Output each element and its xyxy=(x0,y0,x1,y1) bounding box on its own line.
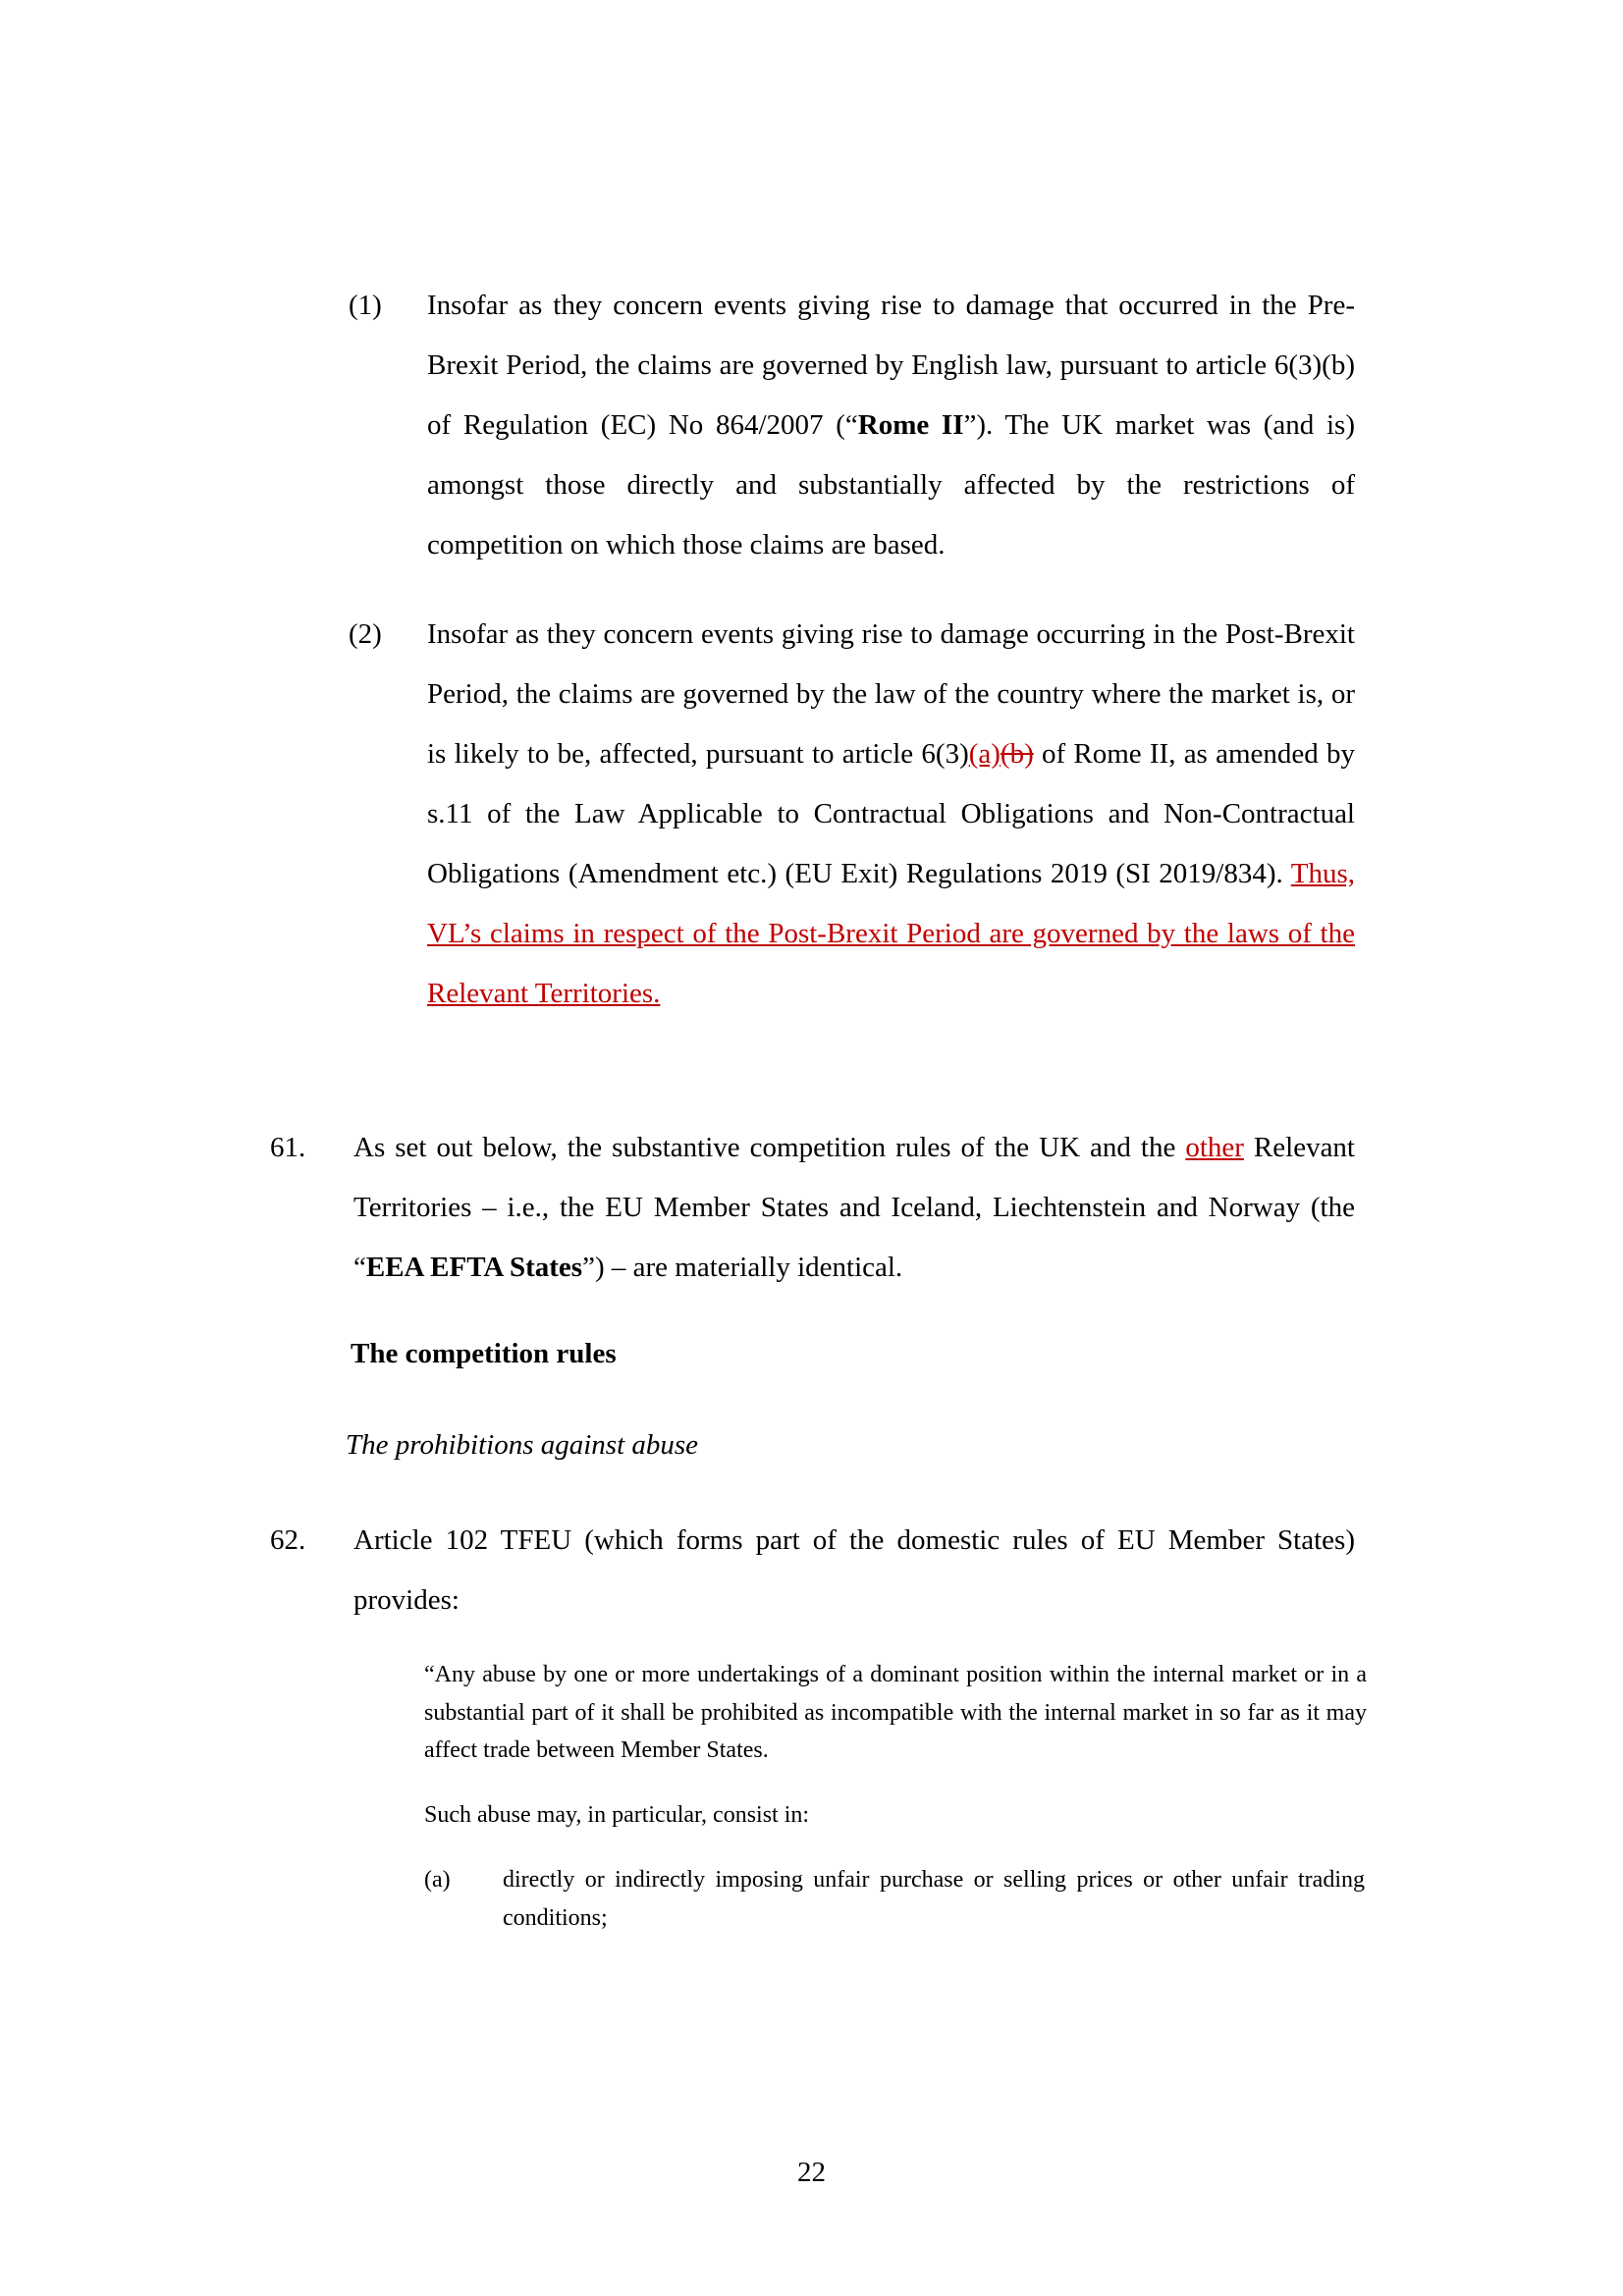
text-run: ”) – are materially identical. xyxy=(582,1252,903,1283)
tracked-insertion: (a) xyxy=(968,738,1001,770)
sub-paragraph-1 xyxy=(349,276,1355,575)
list-marker-1: (1) xyxy=(349,290,382,321)
statute-quote-item-a-text: directly or indirectly imposing unfair purchase or selling prices or other unfair trading conditions; xyxy=(503,1867,1365,1931)
paragraph-62-text xyxy=(353,1511,1355,1630)
text-run: ”). The UK market was (and is) amongst those directly and substantially affected by the restrictions of competition on which those claims are based. xyxy=(427,409,1355,561)
paragraph-61-number: 61. xyxy=(270,1132,306,1163)
statute-quote-item-a xyxy=(424,1861,1367,1937)
text-run: of Rome II, as amended by s.11 of the Law Applicable to Contractual Obligations and Non-Contractual Obligations (Amendment etc.) (EU Exit) Regulations 2019 (SI 2019/834). xyxy=(427,738,1355,889)
text-run: EEA EFTA States xyxy=(365,1252,583,1283)
tracked-deletion: (b) xyxy=(1000,738,1034,770)
text-run: Article 102 TFEU (which forms part of the domestic rules of EU Member States) provides: xyxy=(353,1524,1355,1616)
statute-quote-item-a-marker: (a) xyxy=(424,1867,451,1893)
text-run: Insofar as they concern events giving rise to damage that occurred in the Pre-Brexit Period, the claims are governed by English law, pursuant to article 6(3)(b) of Regulation (EC) No 864/2007 (“ xyxy=(427,290,1355,441)
sub-paragraph-2-text xyxy=(427,605,1355,1024)
subsection-heading-prohibitions-against-abuse: The prohibitions against abuse xyxy=(346,1429,699,1461)
sub-paragraph-1-text xyxy=(427,276,1355,575)
list-marker-2: (2) xyxy=(349,618,382,650)
paragraph-61-text xyxy=(353,1118,1355,1298)
tracked-insertion: other xyxy=(1185,1132,1244,1163)
paragraph-61 xyxy=(270,1118,1355,1298)
sub-paragraph-2 xyxy=(349,605,1355,1024)
statute-quote-paragraph-1: “Any abuse by one or more undertakings of a dominant position within the internal market or in a substantial part of it shall be prohibited as incompatible with the internal market in so far as it may affect trade between Member States. xyxy=(424,1662,1367,1763)
text-run: Relevant Territories – i.e., the EU Member States and Iceland, Liechtenstein and Norway (the “ xyxy=(353,1132,1355,1283)
paragraph-62-number: 62. xyxy=(270,1524,306,1556)
statute-quote-paragraph-2: Such abuse may, in particular, consist in: xyxy=(424,1802,810,1828)
section-heading-competition-rules: The competition rules xyxy=(351,1338,617,1369)
paragraph-62 xyxy=(270,1511,1355,1630)
tracked-insertion: Thus, VL’s claims in respect of the Post-Brexit Period are governed by the laws of the Relevant Territories. xyxy=(427,858,1355,1009)
text-run: As set out below, the substantive competition rules of the UK and the xyxy=(353,1132,1186,1163)
text-run: Rome II xyxy=(857,409,964,441)
page-number: 22 xyxy=(797,2157,826,2188)
text-run: Insofar as they concern events giving rise to damage occurring in the Post-Brexit Period, the claims are governed by the law of the country where the market is, or is likely to be, affected, pursuant to article 6(3) xyxy=(427,618,1355,770)
